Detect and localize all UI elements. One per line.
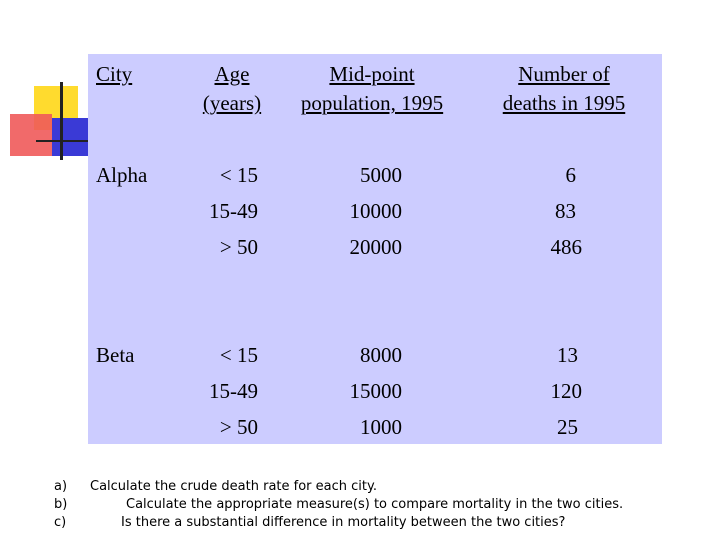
table-cell-deaths: 486: [550, 235, 582, 259]
table-cell-deaths: 13: [557, 343, 578, 367]
question-letter: c): [54, 515, 67, 530]
table-cell-age: < 15: [219, 163, 258, 187]
header-age-line1: Age: [214, 62, 250, 86]
table-cell-age: < 15: [219, 343, 258, 367]
table-cell-age: > 50: [219, 415, 258, 439]
header-pop-line2: population, 1995: [300, 91, 444, 115]
table-cell-population: 1000: [360, 415, 402, 439]
decor-blue-square: [52, 118, 90, 156]
question-letter: b): [54, 497, 68, 512]
city-beta: Beta: [96, 343, 135, 367]
decor-horizontal-line: [36, 140, 90, 142]
table-cell-population: 20000: [349, 235, 402, 259]
table-cell-deaths: 6: [565, 163, 576, 187]
decor-vertical-line: [60, 82, 63, 160]
city-alpha: Alpha: [96, 163, 148, 187]
table-cell-age: 15-49: [209, 379, 258, 403]
table-cell-deaths: 120: [550, 379, 582, 403]
table-cell-deaths: 25: [557, 415, 578, 439]
question-letter: a): [54, 479, 68, 494]
table-cell-population: 15000: [349, 379, 402, 403]
header-deaths-line1: Number of: [518, 62, 610, 86]
header-deaths-line2: deaths in 1995: [502, 91, 626, 115]
header-city: City: [96, 62, 133, 86]
table-cell-age: 15-49: [209, 199, 258, 223]
table-cell-deaths: 83: [555, 199, 576, 223]
header-pop-line1: Mid-point: [329, 62, 415, 86]
table-cell-age: > 50: [219, 235, 258, 259]
header-age-line2: (years): [202, 91, 262, 115]
question-text: Is there a substantial difference in mortality between the two cities?: [121, 515, 566, 530]
question-text: Calculate the appropriate measure(s) to compare mortality in the two cities.: [126, 497, 624, 512]
table-cell-population: 5000: [360, 163, 402, 187]
table-cell-population: 10000: [349, 199, 402, 223]
question-text: Calculate the crude death rate for each city.: [90, 479, 377, 494]
decor-red-square: [10, 114, 52, 156]
table-cell-population: 8000: [360, 343, 402, 367]
